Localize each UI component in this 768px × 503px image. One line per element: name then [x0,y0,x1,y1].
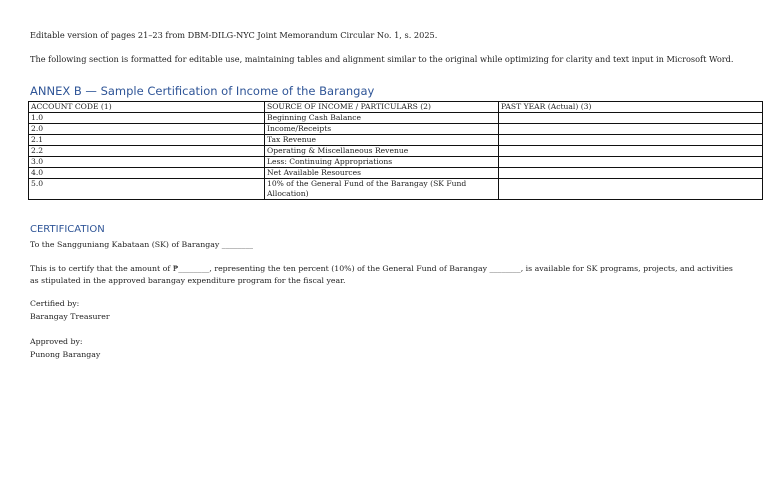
table-header-row [29,102,763,113]
table-row [29,113,763,124]
certified-by-label: Certified by: [30,299,80,308]
account-code-cell[interactable]: 1.0 [29,113,265,124]
account-code-cell[interactable]: 5.0 [29,179,265,200]
account-code-cell[interactable]: 2.2 [29,146,265,157]
approved-by-label: Approved by: [30,337,83,346]
account-code-cell[interactable]: 3.0 [29,157,265,168]
past-year-cell[interactable] [499,124,763,135]
particular-cell[interactable]: Net Available Resources [265,168,499,179]
particular-cell[interactable]: Beginning Cash Balance [265,113,499,124]
approved-by-role: Punong Barangay [30,350,101,359]
intro-line-1: Editable version of pages 21–23 from DBM-DILG-NYC Joint Memorandum Circular No. 1, s. 2025. [30,30,438,40]
header-source-of-income: SOURCE OF INCOME / PARTICULARS (2) [265,102,499,113]
certified-by-role: Barangay Treasurer [30,312,110,321]
past-year-cell[interactable] [499,146,763,157]
account-code-cell[interactable]: 2.1 [29,135,265,146]
past-year-cell[interactable] [499,157,763,168]
annex-title: ANNEX B — Sample Certification of Income of the Barangay [30,84,375,98]
certification-title: CERTIFICATION [30,224,105,235]
particular-cell[interactable]: 10% of the General Fund of the Barangay (SK Fund Allocation) [265,179,499,200]
table-row [29,168,763,179]
certification-addressee: To the Sangguniang Kabataan (SK) of Barangay ________ [30,240,253,249]
table-row [29,146,763,157]
intro-line-2: The following section is formatted for editable use, maintaining tables and alignment similar to the original while optimizing for clarity and text input in Microsoft Word. [30,54,734,64]
past-year-cell[interactable] [499,113,763,124]
header-account-code: ACCOUNT CODE (1) [29,102,265,113]
past-year-cell[interactable] [499,179,763,200]
past-year-cell[interactable] [499,168,763,179]
particular-cell[interactable]: Income/Receipts [265,124,499,135]
certification-body: This is to certify that the amount of ₱________, representing the ten percent (10%) of the General Fund of Barangay ________, is available for SK programs, projects, and activities as stipulated in the approved barangay expenditure program for the fiscal year. [30,264,733,285]
table-row [29,179,763,200]
past-year-cell[interactable] [499,135,763,146]
header-past-year: PAST YEAR (Actual) (3) [499,102,763,113]
table-row [29,124,763,135]
income-table [28,101,763,200]
account-code-cell[interactable]: 4.0 [29,168,265,179]
particular-cell[interactable]: Less: Continuing Appropriations [265,157,499,168]
particular-cell[interactable]: Tax Revenue [265,135,499,146]
table-row [29,135,763,146]
particular-cell[interactable]: Operating & Miscellaneous Revenue [265,146,499,157]
account-code-cell[interactable]: 2.0 [29,124,265,135]
table-row [29,157,763,168]
